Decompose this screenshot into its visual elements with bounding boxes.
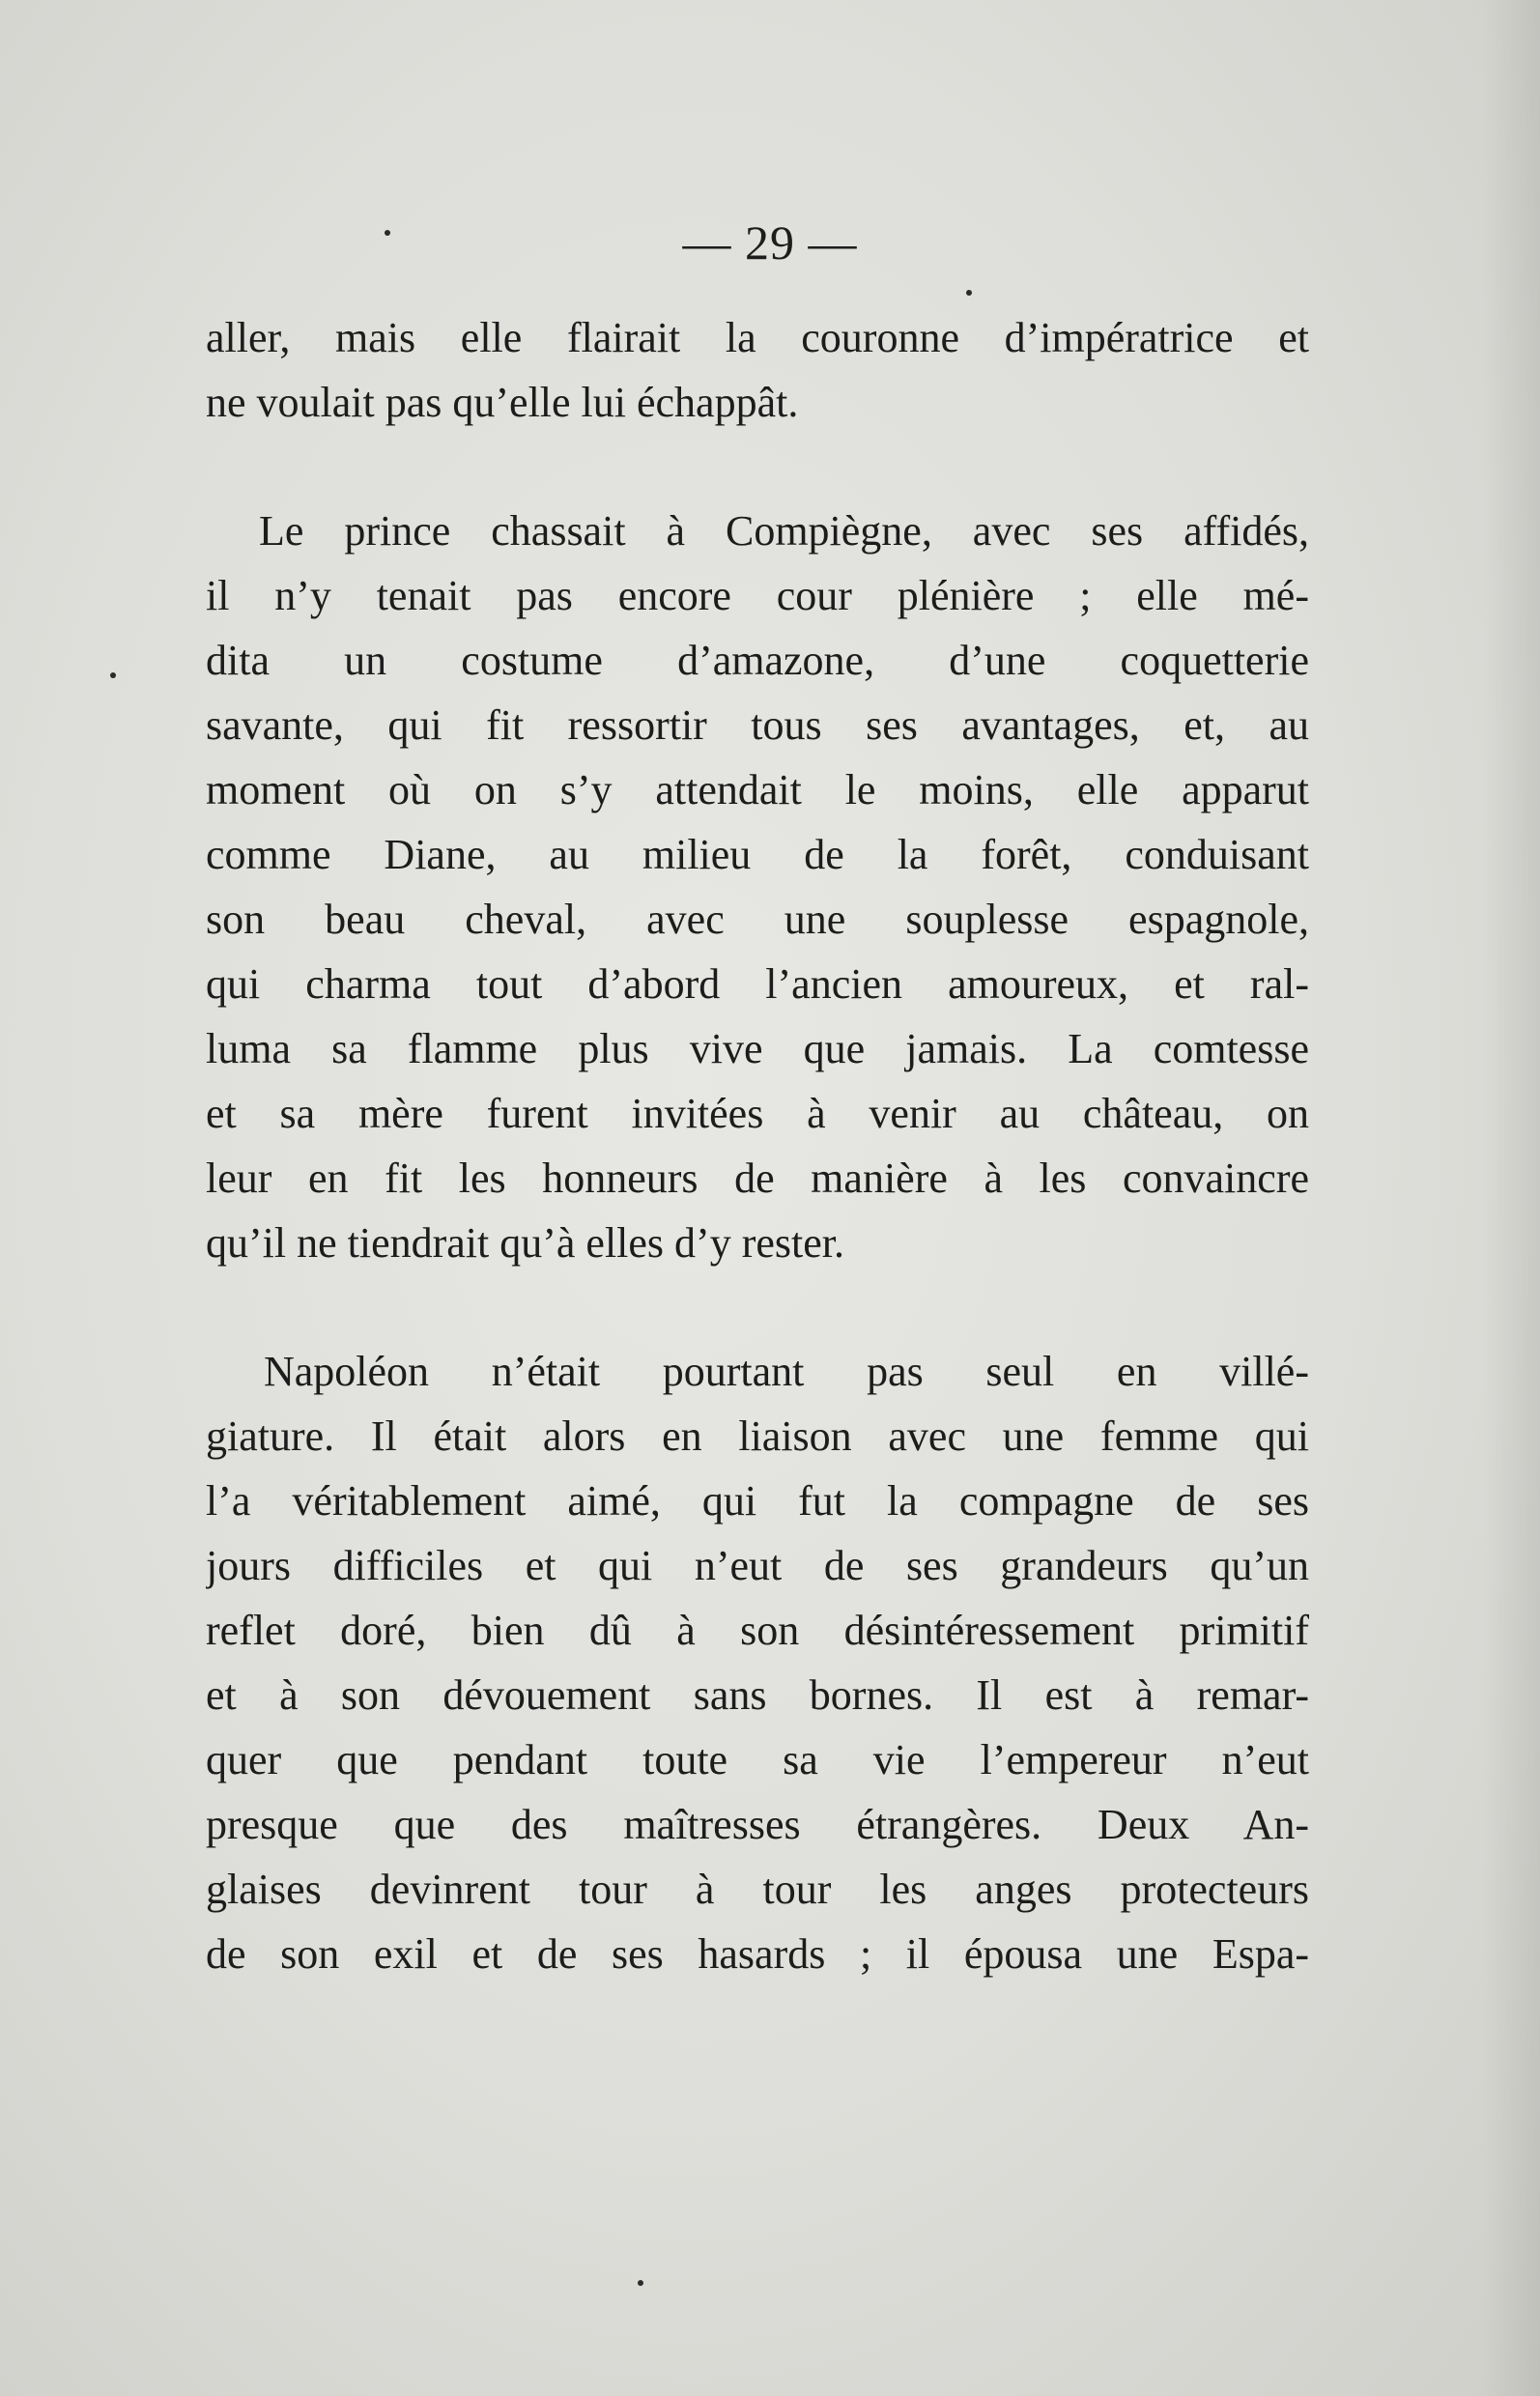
text-line: aller, mais elle flairait la couronne d’impératrice et	[206, 314, 1309, 361]
body-text	[206, 305, 1309, 1986]
paragraph-1	[206, 305, 1309, 435]
text-line: et sa mère furent invitées à venir au château, on	[206, 1090, 1309, 1137]
text-line: giature. Il était alors en liaison avec une femme qui	[206, 1412, 1309, 1460]
text-line: et à son dévouement sans bornes. Il est à remar-	[206, 1671, 1309, 1719]
text-line: comme Diane, au milieu de la forêt, conduisant	[206, 831, 1309, 878]
text-line: ne voulait pas qu’elle lui échappât.	[206, 379, 799, 426]
page-edge-shadow	[1482, 0, 1540, 2396]
paragraph-2	[206, 499, 1309, 1275]
text-line: l’a véritablement aimé, qui fut la compagne de ses	[206, 1477, 1309, 1525]
ink-speck	[638, 2280, 643, 2286]
text-line: leur en fit les honneurs de manière à les convaincre	[206, 1155, 1309, 1202]
text-line: qu’il ne tiendrait qu’à elles d’y rester.	[206, 1219, 844, 1267]
text-line: qui charma tout d’abord l’ancien amoureux, et ral-	[206, 960, 1309, 1008]
text-line: reflet doré, bien dû à son désintéressement primitif	[206, 1607, 1309, 1654]
text-line: savante, qui fit ressortir tous ses avantages, et, au	[206, 701, 1309, 749]
page-number: — 29 —	[682, 215, 858, 270]
text-line: Napoléon n’était pourtant pas seul en villé-	[264, 1348, 1309, 1395]
text-line: dita un costume d’amazone, d’une coquetterie	[206, 637, 1309, 684]
ink-speck	[110, 672, 116, 678]
text-line: glaises devinrent tour à tour les anges protecteurs	[206, 1866, 1309, 1913]
text-line: son beau cheval, avec une souplesse espagnole,	[206, 896, 1309, 943]
text-line: moment où on s’y attendait le moins, elle apparut	[206, 766, 1309, 813]
paragraph-3	[206, 1339, 1309, 1986]
text-line: jours difficiles et qui n’eut de ses grandeurs qu’un	[206, 1542, 1309, 1589]
text-line: Le prince chassait à Compiègne, avec ses affidés,	[259, 507, 1309, 555]
text-line: presque que des maîtresses étrangères. Deux An-	[206, 1801, 1309, 1848]
text-line: quer que pendant toute sa vie l’empereur n’eut	[206, 1736, 1309, 1783]
text-line: de son exil et de ses hasards ; il épousa une Espa-	[206, 1930, 1309, 1978]
ink-speck	[966, 290, 972, 296]
text-line: luma sa flamme plus vive que jamais. La comtesse	[206, 1025, 1309, 1072]
text-line: il n’y tenait pas encore cour plénière ; elle mé-	[206, 572, 1309, 619]
paragraph-gap	[206, 1275, 1309, 1339]
paragraph-gap	[206, 435, 1309, 499]
